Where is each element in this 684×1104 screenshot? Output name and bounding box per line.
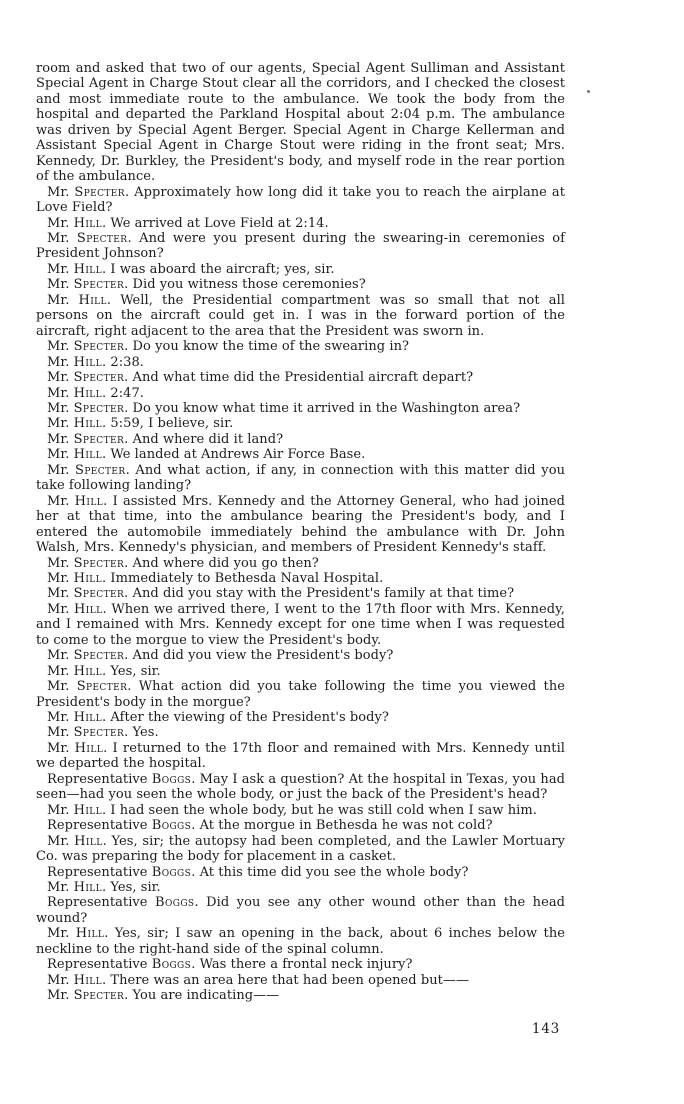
dialogue-text: We landed at Andrews Air Force Base. [110,447,366,463]
dialogue-text: And where did it land? [132,431,284,447]
speaker-prefix: Mr. [47,988,70,1004]
dialogue-paragraph [36,803,565,818]
speaker-prefix: Mr. [47,493,70,509]
dialogue-paragraph [36,370,565,385]
speaker-separator: . [124,586,133,602]
speaker-separator: . [124,370,133,386]
speaker-prefix: Representative [47,895,148,911]
dialogue-text: Do you know the time of the swearing in? [132,339,410,355]
speaker-prefix: Mr. [47,740,70,756]
speaker-name: Hill [73,261,103,277]
speaker-separator: . [125,462,136,478]
dialogue-paragraph [36,679,565,710]
speaker-prefix: Mr. [47,648,70,664]
dialogue-paragraph [36,865,565,880]
speaker-name: Hill [78,292,107,308]
speaker-prefix: Mr. [47,400,70,416]
speaker-prefix: Mr. [47,663,70,679]
speaker-name: Specter [73,339,125,355]
dialogue-text: 5:59, I believe, sir. [110,416,234,432]
dialogue-text: 2:38. [110,354,144,370]
speaker-prefix: Mr. [47,601,70,617]
dialogue-text: There was an area here that had been opened but—— [110,972,469,988]
speaker-name: Hill [73,802,103,818]
dialogue-paragraph [36,973,565,988]
speaker-separator: . [102,570,111,586]
speaker-separator: . [104,926,115,942]
dialogue-paragraph [36,834,565,865]
speaker-separator: . [124,988,133,1004]
speaker-prefix: Representative [47,864,148,880]
dialogue-paragraph [36,664,565,679]
dialogue-paragraph [36,293,565,339]
speaker-prefix: Mr. [47,926,70,942]
dialogue-text: I assisted Mrs. Kennedy and the Attorney General, who had joined her at that time, into the ambulance bearing the President's body, and I entered the automobile immediately behind the ambulance with Dr. John Walsh, Mrs. Kennedy's physician, and members of President Kennedy's staff. [36,493,565,556]
speaker-separator: . [194,895,207,911]
speaker-prefix: Mr. [47,462,70,478]
speaker-separator: . [124,431,133,447]
speaker-separator: . [127,230,140,246]
speaker-name: Specter [73,725,125,741]
dialogue-paragraph [36,988,565,1003]
speaker-separator: . [102,261,111,277]
speaker-name: Specter [73,277,125,293]
speaker-prefix: Mr. [47,447,70,463]
dialogue-paragraph [36,741,565,772]
speaker-separator: . [102,354,111,370]
speaker-name: Boggs [155,895,195,911]
dialogue-paragraph [36,710,565,725]
dialogue-paragraph [36,602,565,648]
dialogue-text: When we arrived there, I went to the 17th floor with Mrs. Kennedy, and I remained with Mrs. Kennedy except for one time when I was requested to come to the morgue to view the President's body. [36,601,565,648]
speaker-name: Hill [74,601,103,617]
speaker-name: Specter [73,988,125,1004]
dialogue-text: Was there a frontal neck injury? [199,957,413,973]
dialogue-text: And where did you go then? [132,555,319,571]
speaker-prefix: Mr. [47,555,70,571]
speaker-separator: . [103,493,113,509]
speaker-separator: . [102,833,112,849]
speaker-separator: . [102,601,112,617]
speaker-separator: . [191,771,200,787]
speaker-prefix: Representative [47,771,148,787]
dialogue-text: Yes, sir. [110,880,161,896]
dialogue-text: At the morgue in Bethesda he was not cold? [199,818,493,834]
speaker-name: Hill [74,833,103,849]
speaker-separator: . [102,447,111,463]
speaker-separator: . [124,184,135,200]
dialogue-paragraph [36,725,565,740]
speaker-name: Hill [73,570,103,586]
speaker-prefix: Mr. [47,370,70,386]
speaker-name: Specter [73,586,125,602]
dialogue-text: Well, the Presidential compartment was so small that not all persons on the aircraft could get in. I was in the forward portion of the aircraft, right adjacent to the area that the President was sworn in. [36,292,565,339]
speaker-name: Specter [75,462,126,478]
scan-artifact-dot [587,90,590,93]
dialogue-text: 2:47. [110,385,144,401]
speaker-name: Specter [73,648,125,664]
dialogue-text: Yes, sir. [110,663,161,679]
speaker-prefix: Mr. [47,972,70,988]
speaker-name: Specter [73,431,125,447]
speaker-separator: . [102,972,111,988]
dialogue-paragraph [36,957,565,972]
speaker-prefix: Mr. [47,880,70,896]
dialogue-paragraph [36,386,565,401]
dialogue-text: And did you stay with the President's family at that time? [132,586,515,602]
dialogue-text: What action did you take following the time you viewed the President's body in the morgue? [36,679,565,710]
dialogue-text: I was aboard the aircraft; yes, sir. [110,261,335,277]
speaker-prefix: Mr. [47,354,70,370]
speaker-prefix: Mr. [47,586,70,602]
dialogue-text: Approximately how long did it take you to reach the airplane at Love Field? [36,184,565,216]
speaker-prefix: Mr. [47,416,70,432]
speaker-prefix: Mr. [47,184,70,200]
speaker-separator: . [102,802,111,818]
page-number: 143 [531,1021,560,1037]
dialogue-paragraph [36,447,565,462]
speaker-prefix: Mr. [47,725,70,741]
speaker-prefix: Mr. [47,292,70,308]
speaker-name: Hill [73,385,103,401]
speaker-name: Boggs [151,818,192,834]
speaker-separator: . [103,740,113,756]
dialogue-text: You are indicating—— [132,988,280,1004]
speaker-separator: . [106,292,121,308]
dialogue-paragraph [36,401,565,416]
dialogue-paragraph [36,277,565,292]
speaker-name: Hill [74,493,104,509]
speaker-separator: . [124,400,133,416]
speaker-prefix: Representative [47,818,148,834]
speaker-name: Hill [73,972,103,988]
dialogue-paragraph [36,494,565,556]
dialogue-text: And did you view the President's body? [132,648,394,664]
speaker-separator: . [191,957,200,973]
speaker-prefix: Mr. [47,431,70,447]
speaker-prefix: Mr. [47,277,70,293]
speaker-name: Boggs [151,957,192,973]
speaker-name: Specter [73,370,125,386]
dialogue-paragraph [36,818,565,833]
speaker-name: Boggs [151,771,192,787]
speaker-prefix: Mr. [47,710,70,726]
speaker-prefix: Mr. [47,385,70,401]
testimony-text-block [36,61,565,1004]
speaker-name: Hill [73,354,103,370]
speaker-prefix: Mr. [47,679,70,695]
dialogue-text: Did you witness those ceremonies? [132,277,366,293]
dialogue-paragraph [36,216,565,231]
dialogue-text: After the viewing of the President's body? [110,710,389,726]
dialogue-paragraph [36,185,565,216]
speaker-name: Specter [76,679,128,695]
dialogue-text: Immediately to Bethesda Naval Hospital. [110,570,384,586]
speaker-prefix: Mr. [47,339,70,355]
speaker-separator: . [124,277,133,293]
dialogue-text: Do you know what time it arrived in the Washington area? [132,400,521,416]
speaker-prefix: Mr. [47,570,70,586]
speaker-prefix: Mr. [47,802,70,818]
dialogue-text: Yes, sir; the autopsy had been completed, and the Lawler Mortuary Co. was preparing the body for placement in a casket. [36,833,565,865]
dialogue-paragraph [36,895,565,926]
dialogue-paragraph [36,926,565,957]
dialogue-paragraph [36,463,565,494]
speaker-name: Boggs [151,864,192,880]
speaker-separator: . [124,555,133,571]
speaker-separator: . [102,416,111,432]
speaker-separator: . [102,663,111,679]
speaker-name: Hill [75,926,105,942]
speaker-separator: . [191,818,200,834]
speaker-name: Specter [73,555,125,571]
dialogue-container [36,185,565,1004]
speaker-prefix: Mr. [47,230,70,246]
speaker-name: Hill [73,215,103,231]
speaker-separator: . [124,339,133,355]
dialogue-text: I returned to the 17th floor and remained with Mrs. Kennedy until we departed the hospital. [36,740,565,772]
speaker-name: Hill [73,663,103,679]
dialogue-paragraph [36,772,565,803]
speaker-separator: . [102,710,111,726]
dialogue-paragraph [36,231,565,262]
speaker-separator: . [102,385,111,401]
speaker-prefix: Representative [47,957,148,973]
speaker-separator: . [124,725,133,741]
dialogue-paragraph [36,880,565,895]
speaker-separator: . [191,864,200,880]
speaker-prefix: Mr. [47,261,70,277]
speaker-name: Hill [73,710,103,726]
dialogue-text: Yes. [132,725,159,741]
dialogue-text: And what action, if any, in connection with this matter did you take following landing? [36,462,565,494]
speaker-prefix: Mr. [47,215,70,231]
speaker-name: Hill [73,880,103,896]
dialogue-text: And were you present during the swearing-in ceremonies of President Johnson? [36,230,565,262]
dialogue-paragraph [36,355,565,370]
dialogue-text: Yes, sir; I saw an opening in the back, about 6 inches below the neckline to the right-hand side of the spinal column. [36,926,565,957]
speaker-separator: . [102,215,111,231]
speaker-separator: . [127,679,139,695]
dialogue-text: Did you see any other wound other than the head wound? [36,895,566,926]
speaker-separator: . [102,880,111,896]
speaker-name: Hill [74,740,104,756]
dialogue-text: And what time did the Presidential aircraft depart? [132,370,474,386]
dialogue-paragraph [36,416,565,431]
dialogue-paragraph [36,262,565,277]
dialogue-text: May I ask a question? At the hospital in Texas, you had seen—had you seen the whole body, or just the back of the President's head? [36,771,565,803]
dialogue-text: At this time did you see the whole body? [199,864,469,880]
opening-paragraph: room and asked that two of our agents, Special Agent Sulliman and Assistant Special Agent in Charge Stout clear all the corridors, and I checked the closest and most immediate route to the ambulance. We took the body from the hospital and departed the Parkland Hospital about 2:04 p.m. The ambulance was driven by Special Agent Berger. Special Agent in Charge Kellerman and Assistant Special Agent in Charge Stout were riding in the front seat; Mrs. Kennedy, Dr. Burkley, the President's body, and myself rode in the rear portion of the ambulance. [36,61,565,185]
speaker-name: Specter [76,230,128,246]
dialogue-paragraph [36,556,565,571]
speaker-name: Hill [73,416,103,432]
dialogue-paragraph [36,339,565,354]
dialogue-text: I had seen the whole body, but he was still cold when I saw him. [110,802,537,818]
dialogue-paragraph [36,648,565,663]
dialogue-paragraph [36,571,565,586]
speaker-name: Specter [73,400,125,416]
speaker-separator: . [124,648,133,664]
speaker-prefix: Mr. [47,833,70,849]
speaker-name: Hill [73,447,103,463]
speaker-name: Specter [74,184,125,200]
dialogue-paragraph [36,586,565,601]
dialogue-text: We arrived at Love Field at 2:14. [110,215,329,231]
dialogue-paragraph [36,432,565,447]
